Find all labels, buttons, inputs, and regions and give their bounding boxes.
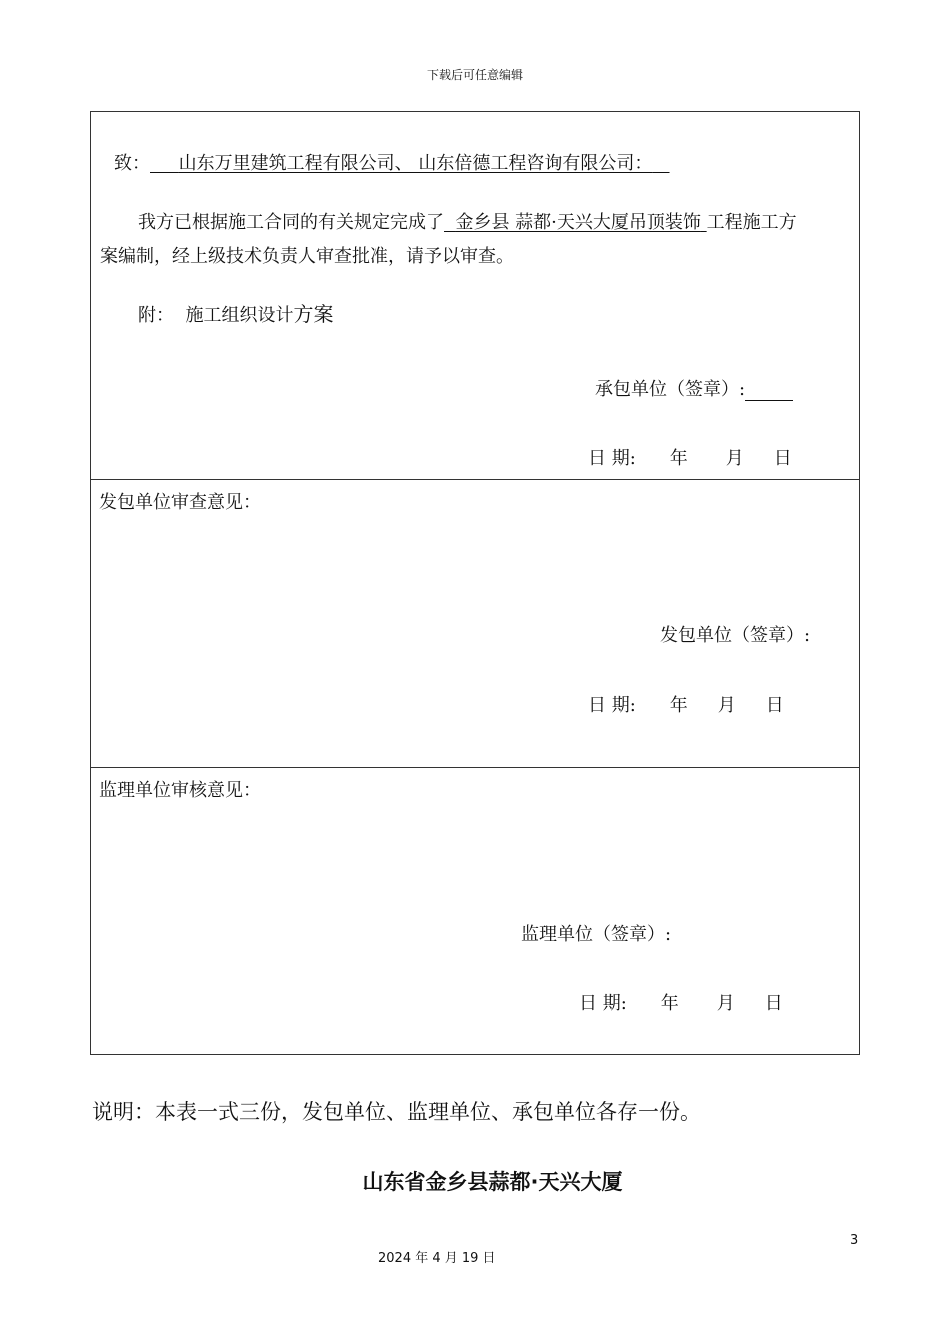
contractor-signature-line bbox=[595, 375, 793, 401]
day-label: 日 bbox=[765, 695, 784, 716]
year-label: 年 bbox=[660, 993, 679, 1014]
submission-prefix: 我方已根据施工合同的有关规定完成了 bbox=[138, 212, 444, 233]
supervisor-date-line bbox=[579, 989, 783, 1015]
month-label: 月 bbox=[717, 695, 736, 716]
day-label: 日 bbox=[773, 448, 792, 469]
contractor-signature-label: 承包单位（签章）: bbox=[595, 379, 746, 400]
date-label: 日 期: bbox=[588, 695, 636, 716]
submission-text-line2: 案编制，经上级技术负责人审查批准，请予以审查。 bbox=[100, 246, 514, 267]
row-divider bbox=[91, 767, 859, 768]
attachment-value-suffix: 方案 bbox=[293, 302, 334, 326]
contractor-date-line bbox=[588, 444, 792, 470]
year-label: 年 bbox=[669, 695, 688, 716]
submission-suffix: 工程施工方 bbox=[706, 212, 797, 233]
month-label: 月 bbox=[716, 993, 735, 1014]
year-label: 年 bbox=[669, 448, 688, 469]
header-note: 下载后可任意编辑 bbox=[426, 68, 523, 82]
project-name: 金乡县 蒜都·天兴大厦吊顶装饰 bbox=[455, 212, 701, 233]
footer-title: 山东省金乡县蒜都·天兴大厦 bbox=[362, 1170, 623, 1194]
addressee-label: 致： bbox=[114, 153, 150, 174]
supervisor-opinion-label: 监理单位审核意见： bbox=[99, 780, 261, 801]
addressee-line bbox=[114, 149, 670, 175]
date-label: 日 期: bbox=[579, 993, 627, 1014]
attachment-label: 附： bbox=[138, 305, 174, 326]
addressee-value: 山东万里建筑工程有限公司、 山东倍德工程咨询有限公司： bbox=[178, 153, 653, 174]
day-label: 日 bbox=[764, 993, 783, 1014]
attachment-line bbox=[138, 298, 333, 327]
row-divider bbox=[91, 479, 859, 480]
page-number: 3 bbox=[850, 1233, 859, 1248]
owner-signature-label: 发包单位（签章）: bbox=[660, 625, 811, 646]
contractor-signature-blank bbox=[745, 379, 793, 401]
form-note: 说明：本表一式三份，发包单位、监理单位、承包单位各存一份。 bbox=[92, 1100, 701, 1124]
attachment-value: 施工组织设计 bbox=[185, 305, 294, 326]
month-label: 月 bbox=[725, 448, 744, 469]
owner-date-line bbox=[588, 691, 784, 717]
footer-date: 2024 年 4 月 19 日 bbox=[378, 1251, 496, 1266]
supervisor-signature-label: 监理单位（签章）: bbox=[521, 924, 672, 945]
date-label: 日 期: bbox=[588, 448, 636, 469]
owner-opinion-label: 发包单位审查意见： bbox=[99, 492, 261, 513]
submission-text-line1 bbox=[138, 208, 797, 234]
